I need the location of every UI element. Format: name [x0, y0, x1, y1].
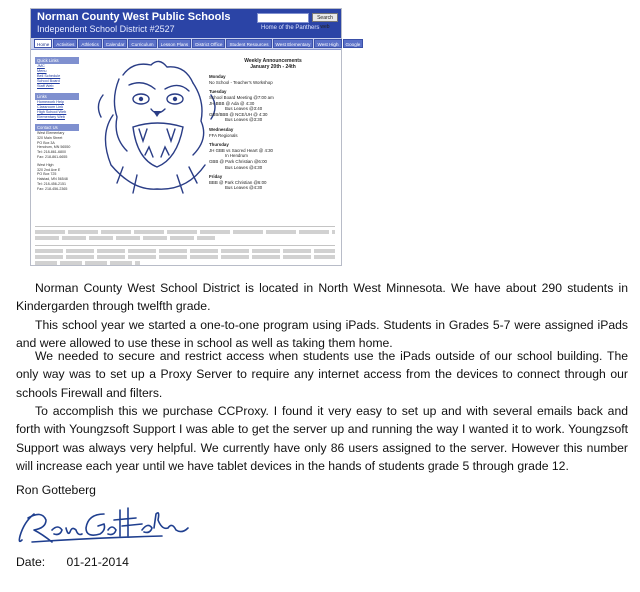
nav-tab[interactable]: District Office [192, 39, 225, 48]
contact-line: Tel: 218-456-2151 [37, 181, 66, 186]
nav-tab[interactable]: Activities [53, 39, 77, 48]
letter-paragraph-1: Norman County West School District is located in North West Minnesota. We have about 290 students in Kindergarden through twelfth grade. [16, 281, 628, 314]
nav-tab[interactable]: Home [34, 39, 52, 48]
contact-line: 320 Main Street [37, 135, 63, 140]
sidebar-link[interactable]: School Board [37, 79, 60, 83]
sidebar-link[interactable]: High School Web [37, 110, 67, 114]
nav-tab[interactable]: Curriculum [128, 39, 156, 48]
announcement-day: Friday [209, 174, 223, 180]
announcement-day: Wednesday [209, 126, 234, 132]
nav-tab[interactable]: Calendar [103, 39, 128, 48]
letter-paragraph-4: To accomplish this we purchase CCProxy. I found it very easy to set up and with several emails back and forth with Youngzsoft Support I was able to get the server up and running the way I wanted it to work. Youngzsoft Support was always very helpful. We currently have only 86 users assigned to the server. However this number will increase each year until we have tablet devices in the hands of students grade 5 through grade 12. [16, 404, 628, 473]
footer-fine-print [35, 249, 335, 253]
footer-fine-print [35, 255, 335, 259]
site-search-button[interactable]: Search web [312, 13, 338, 22]
author-name: Ron Gotteberg [16, 483, 96, 497]
site-header [31, 9, 341, 38]
school-website-screenshot [30, 8, 361, 266]
sidebar-link[interactable]: Bell Schedule [37, 74, 61, 78]
contact-line: PO Box 3A [37, 140, 55, 145]
sidebar-header: Links [35, 93, 79, 100]
announcement-item: JH GBB vs Sacred Heart @ 4:30 [209, 147, 273, 153]
announcement-day: Monday [209, 74, 226, 80]
footer-fine-print [35, 261, 140, 265]
contact-line: Halstad, MN 56548 [37, 177, 68, 182]
site-subtitle: Independent School District #2527 [37, 24, 175, 34]
nav-tab[interactable]: West Elementary [273, 39, 314, 48]
contact-line: 320 2nd Ave E [37, 167, 61, 172]
letter-paragraph-3: We needed to secure and restrict access when students use the iPads outside of our school building. The only way was to set up a Proxy Server to require any internet access from the devices to connect through our schools Firewall and filters. [16, 349, 628, 400]
divider [35, 226, 335, 227]
announcement-item: In Hendrum [225, 153, 248, 159]
weekly-announcements [209, 59, 337, 191]
site-search-input[interactable] [257, 13, 309, 23]
contact-line: Tel: 218-861-6800 [37, 150, 66, 155]
announcements-title: Weekly Announcements [244, 58, 302, 64]
sidebar-link[interactable]: Menu [37, 69, 47, 73]
announcements-dates: January 20th - 24th [250, 63, 296, 70]
sidebar-link[interactable]: Homework Help [37, 100, 65, 104]
nav-tab[interactable]: West High [314, 39, 341, 48]
contact-line: Fax: 218-456-2365 [37, 186, 68, 191]
announcement-item: Bus Leaves @3:40 [225, 106, 263, 112]
sidebar-link[interactable]: Staff Web [37, 84, 54, 88]
announcement-item: Bus Leaves @4:30 [225, 185, 263, 191]
contact-line: PO Box 725 [37, 172, 57, 177]
handwritten-signature [12, 500, 202, 550]
nav-tab[interactable]: Google [343, 39, 364, 48]
announcement-item: FFA Regionals [209, 132, 238, 138]
announcement-item: School Board Meeting @7:00 am [209, 94, 274, 100]
contact-line: Fax: 218-861-6655 [37, 154, 68, 159]
announcement-item: Bus Leaves @4:30 [225, 164, 263, 170]
sidebar-header: Contact Us [35, 124, 79, 131]
announcement-day: Tuesday [209, 89, 227, 95]
sidebar-header: Quick Links [35, 57, 79, 64]
contact-line: Hendrum, MN 56550 [37, 145, 71, 150]
contact-line: West Elementary [37, 131, 65, 135]
announcement-item: Bus Leaves @3:30 [225, 117, 263, 123]
site-nav-bar [31, 38, 361, 50]
sidebar-link[interactable]: Classroom Link [37, 105, 64, 109]
nav-tab[interactable]: Lesson Plans [158, 39, 192, 48]
footer-fine-print [35, 230, 335, 234]
announcement-day: Thursday [209, 142, 229, 148]
announcement-item: No School - Teacher's Workshop [209, 79, 273, 85]
footer-fine-print [35, 236, 215, 240]
sidebar-link[interactable]: Elementary Web [37, 115, 65, 119]
site-title: Norman County West Public Schools [37, 11, 231, 23]
sidebar-link[interactable]: JMC [37, 64, 45, 68]
divider [35, 245, 335, 246]
letter-paragraph-2: This school year we started a one-to-one program using iPads. Students in Grades 5-7 were assigned iPads and were allowed to use these in school as well as taking them home. [16, 318, 628, 351]
announcement-item: JH BBB @ Ada @ 4:30 [209, 100, 255, 106]
date-value: 01-21-2014 [66, 555, 129, 569]
site-tagline: Home of the Panthers [261, 25, 320, 31]
date-line [16, 555, 129, 569]
announcement-item: GBB/BBB @ NCE/UH @ 4:30 [209, 111, 268, 117]
announcement-item: BBB @ Park Christian @6:00 [209, 179, 267, 185]
site-footer [35, 221, 335, 265]
nav-tab[interactable]: Student Resources [226, 39, 271, 48]
date-label: Date: [16, 555, 46, 569]
contact-line: West High [37, 162, 54, 167]
panther-mascot-image [93, 55, 221, 197]
nav-tab[interactable]: Athletics [78, 39, 101, 48]
announcement-item: GBB @ Park Christian @6:00 [209, 158, 267, 164]
